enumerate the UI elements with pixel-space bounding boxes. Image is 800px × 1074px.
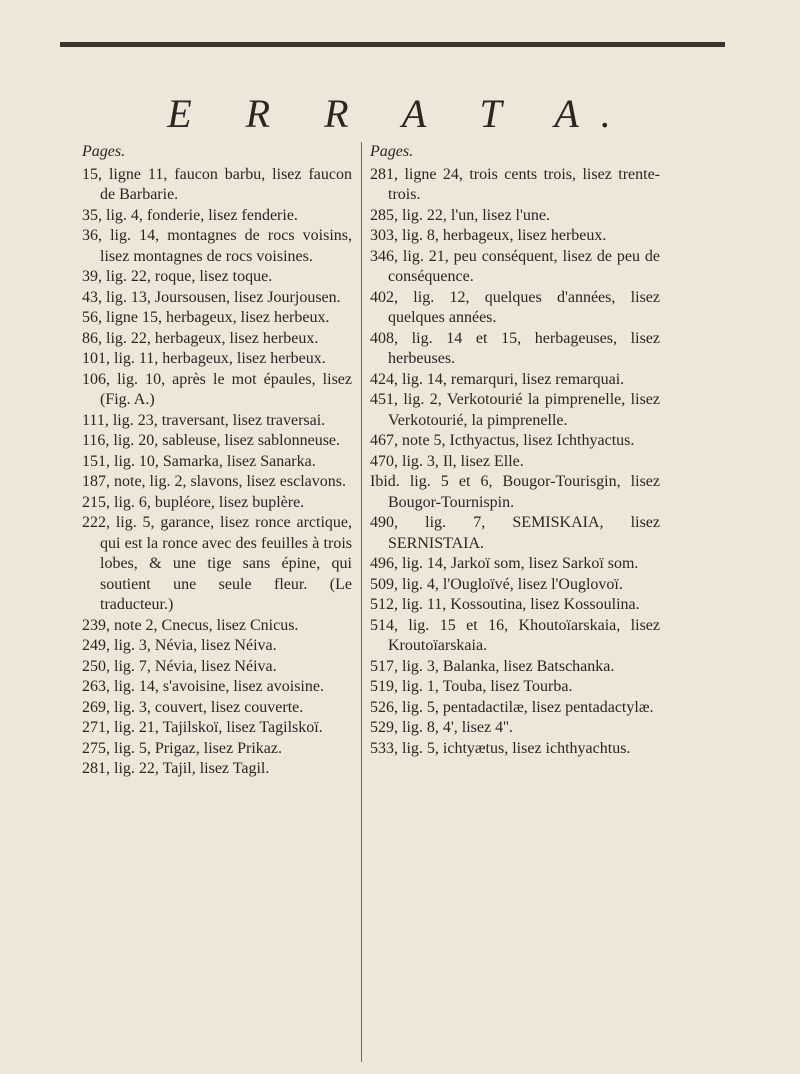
column-divider [361,142,362,1062]
errata-entry: 408, lig. 14 et 15, herbageuses, lisez herbeuses. [370,329,660,367]
errata-entry: 496, lig. 14, Jarkoï som, lisez Sarkoï som. [370,555,639,572]
errata-entry: 101, lig. 11, herbageux, lisez herbeux. [82,350,326,367]
errata-entry: 529, lig. 8, 4', lisez 4''. [370,719,513,736]
errata-entry: 514, lig. 15 et 16, Khoutoïarskaia, lisez Kroutoïarskaia. [370,616,660,654]
errata-entry: 106, lig. 10, après le mot épaules, lisez (Fig. A.) [82,370,352,408]
errata-entry: 517, lig. 3, Balanka, lisez Batschanka. [370,657,615,675]
errata-entry: 526, lig. 5, pentadactilæ, lisez pentadactylæ. [370,698,654,716]
errata-entry: 467, note 5, Icthyactus, lisez Ichthyactus. [370,432,635,449]
errata-entry: 111, lig. 23, traversant, lisez traversai. [82,411,326,429]
errata-entry: 222, lig. 5, garance, lisez ronce arctique, qui est la ronce avec des feuilles à trois lobes, & une tige sans épine, qui soutient une seule fleur. (Le traducteur.) [82,514,352,613]
errata-entry: 151, lig. 10, Samarka, lisez Sanarka. [82,452,316,470]
errata-entry: 269, lig. 3, couvert, lisez couverte. [82,698,304,716]
errata-entry: 86, lig. 22, herbageux, lisez herbeux. [82,329,319,347]
errata-entry: 451, lig. 2, Verkotourié la pimprenelle, lisez Verkotourié, la pimprenelle. [370,391,660,429]
errata-entry: 35, lig. 4, fonderie, lisez fenderie. [82,206,298,224]
errata-entry: 239, note 2, Cnecus, lisez Cnicus. [82,616,299,634]
errata-entry: 303, lig. 8, herbageux, lisez herbeux. [370,227,607,244]
page-title: E R R A T A. [167,91,633,136]
right-entries [370,165,660,760]
left-entries [82,165,352,780]
errata-entry: 215, lig. 6, bupléore, lisez buplère. [82,493,305,511]
pages-label: Pages. [82,143,126,160]
errata-entry: 490, lig. 7, SEMISKAIA, lisez SERNISTAIA. [370,514,660,552]
errata-entry: 116, lig. 20, sableuse, lisez sablonneuse. [82,432,341,449]
right-column [370,142,660,759]
errata-entry: 533, lig. 5, ichtyætus, lisez ichthyachtus. [370,739,631,757]
errata-entry: 187, note, lig. 2, slavons, lisez esclavons. [82,473,346,490]
errata-entry: 519, lig. 1, Touba, lisez Tourba. [370,678,573,695]
left-column [82,142,352,780]
errata-entry: 281, ligne 24, trois cents trois, lisez trente-trois. [370,165,660,203]
errata-entry: Ibid. lig. 5 et 6, Bougor-Tourisgin, lisez Bougor-Tournispin. [370,473,660,511]
errata-entry: 281, lig. 22, Tajil, lisez Tagil. [82,760,270,777]
errata-entry: 402, lig. 12, quelques d'années, lisez quelques années. [370,288,660,326]
errata-entry: 36, lig. 14, montagnes de rocs voisins, lisez montagnes de rocs voisines. [82,227,352,265]
errata-entry: 424, lig. 14, remarquri, lisez remarquai. [370,370,625,388]
errata-entry: 56, ligne 15, herbageux, lisez herbeux. [82,309,330,326]
errata-entry: 512, lig. 11, Kossoutina, lisez Kossoulina. [370,596,640,613]
top-rule [60,42,725,47]
pages-label: Pages. [370,143,414,160]
errata-entry: 346, lig. 21, peu conséquent, lisez de peu de conséquence. [370,247,660,285]
errata-entry: 15, ligne 11, faucon barbu, lisez faucon de Barbarie. [82,165,352,203]
errata-entry: 470, lig. 3, Il, lisez Elle. [370,452,524,470]
errata-entry: 250, lig. 7, Névia, lisez Néiva. [82,657,277,675]
errata-entry: 275, lig. 5, Prigaz, lisez Prikaz. [82,739,282,757]
errata-entry: 271, lig. 21, Tajilskoï, lisez Tagilskoï. [82,719,323,736]
errata-entry: 249, lig. 3, Névia, lisez Néiva. [82,637,277,654]
errata-entry: 39, lig. 22, roque, lisez toque. [82,268,273,285]
errata-entry: 285, lig. 22, l'un, lisez l'une. [370,206,550,224]
errata-entry: 263, lig. 14, s'avoisine, lisez avoisine. [82,678,324,695]
errata-entry: 43, lig. 13, Joursousen, lisez Jourjousen. [82,288,341,306]
errata-entry: 509, lig. 4, l'Ougloïvé, lisez l'Ouglovoï. [370,575,623,593]
